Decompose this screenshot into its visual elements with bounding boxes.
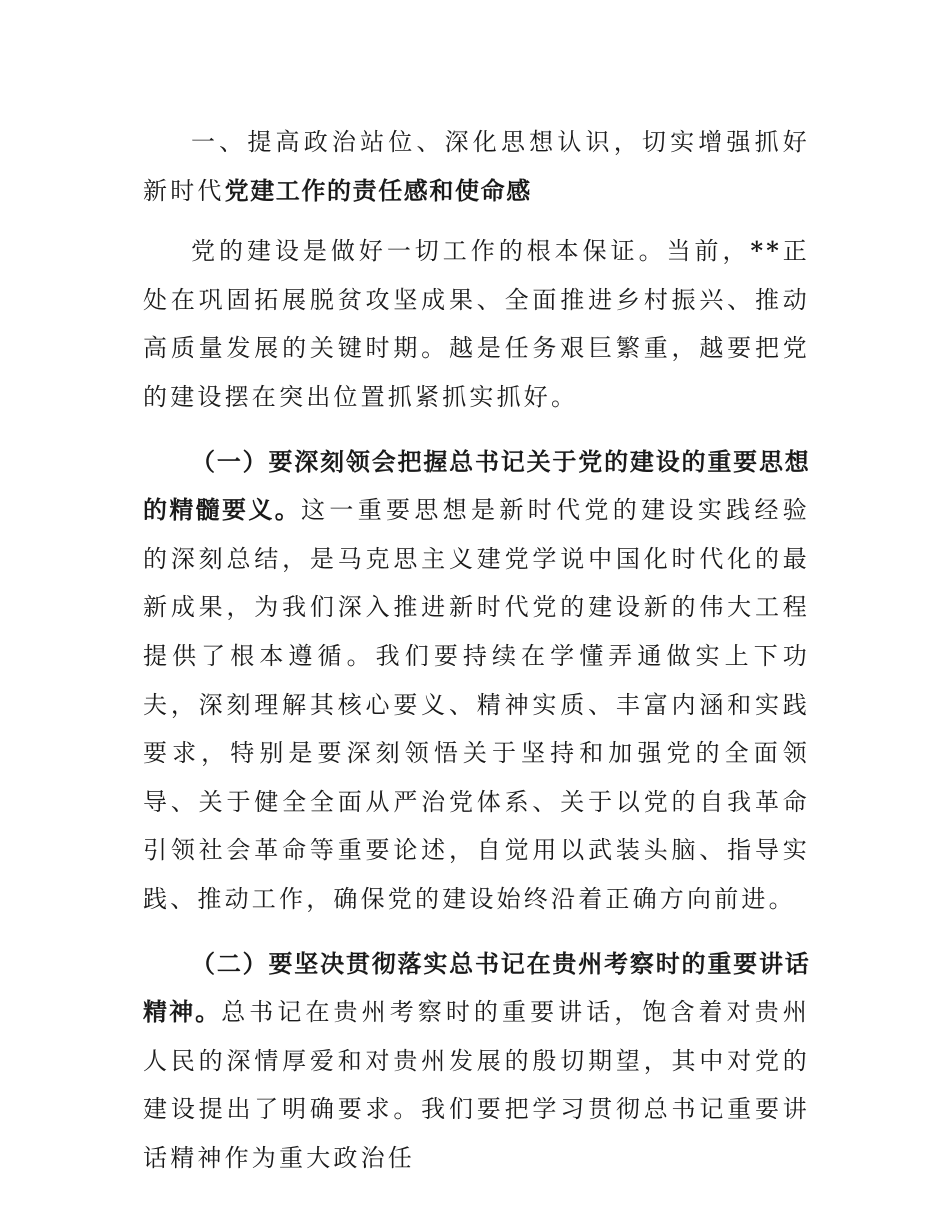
document-page (143, 118, 810, 1182)
redacted-name: ** (750, 236, 783, 266)
subsection-2-heading: （二）要坚决贯彻落实总书记在贵州考察时的重要讲话精神。 (143, 949, 810, 1027)
subsection-1-body: 这一重要思想是新时代党的建设实践经验的深刻总结，是马克思主义建党学说中国化时代化的最新成果，为我们深入推进新时代党的建设新的伟大工程提供了根本遵循。我们要持续在学懂弄通做实上下功夫，深刻理解其核心要义、精神实质、丰富内涵和实践要求，特别是要深刻领悟关于坚持和加强党的全面领导、关于健全全面从严治党体系、关于以党的自我革命引领社会革命等重要论述，自觉用以武装头脑、指导实践、推动工作，确保党的建设始终沿着正确方向前进。 (143, 496, 810, 913)
subsection-2-paragraph (143, 940, 810, 1183)
section-heading-line1: 一、提高政治站位、深化思想认识，切实增强抓好新时代 (143, 128, 810, 205)
subsection-1-heading: （一）要深刻领会把握总书记关于党的建设的重要思想的精髓要义。 (143, 447, 810, 525)
intro-paragraph (143, 227, 810, 421)
intro-text-before: 党的建设是做好一切工作的根本保证。当前， (191, 237, 751, 266)
subsection-1-paragraph (143, 438, 810, 924)
section-heading (143, 118, 810, 215)
intro-text-after: 正处在巩固拓展脱贫攻坚成果、全面推进乡村振兴、推动高质量发展的关键时期。越是任务艰巨繁重，越要把党的建设摆在突出位置抓紧抓实抓好。 (143, 237, 811, 411)
section-heading-line2: 党建工作的责任感和使命感 (224, 176, 532, 205)
subsection-2-body: 总书记在贵州考察时的重要讲话，饱含着对贵州人民的深情厚爱和对贵州发展的殷切期望，其中对党的建设提出了明确要求。我们要把学习贯彻总书记重要讲话精神作为重大政治任 (143, 998, 810, 1172)
